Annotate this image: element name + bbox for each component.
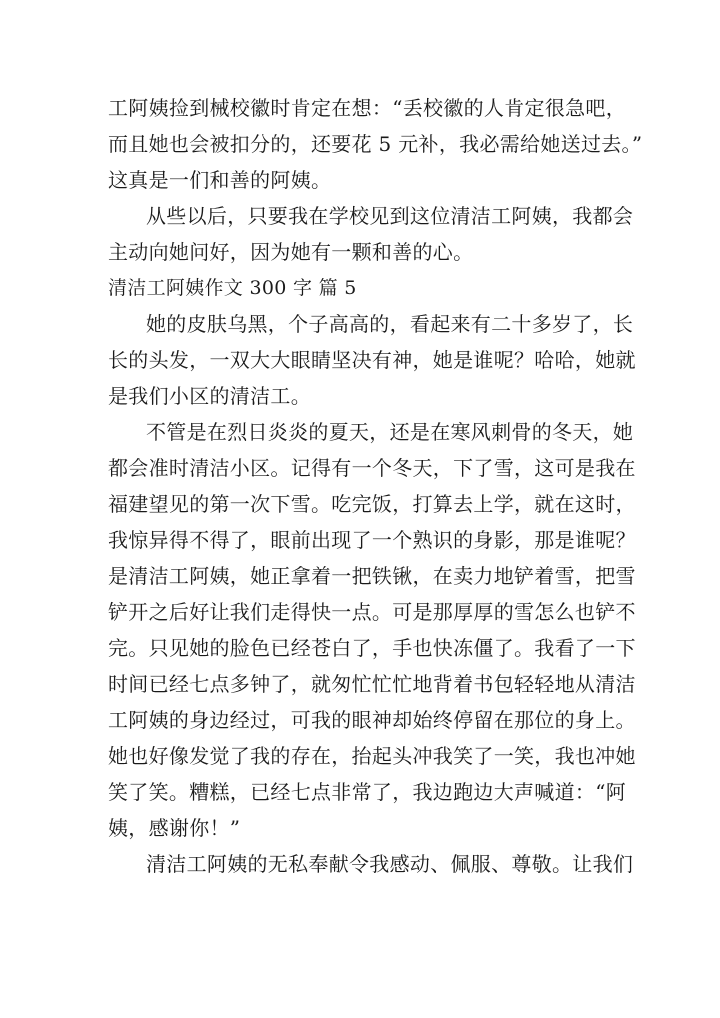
text-line: 长的头发，一双大大眼睛坚决有神，她是谁呢？哈哈，她就	[108, 348, 636, 372]
paragraph-first-line: 不管是在烈日炎炎的夏天，还是在寒风刺骨的冬天，她	[146, 420, 634, 444]
text-line: 完。只见她的脸色已经苍白了，手也快冻僵了。我看了一下	[108, 636, 636, 660]
text-line: 这真是一们和善的阿姨。	[108, 168, 332, 192]
paragraph-first-line: 清洁工阿姨的无私奉献令我感动、佩服、尊敬。让我们	[146, 852, 634, 876]
text-line: 铲开之后好让我们走得快一点。可是那厚厚的雪怎么也铲不	[108, 600, 636, 624]
text-line: 而且她也会被扣分的，还要花 5 元补，我必需给她送过去。”	[108, 132, 643, 156]
text-line: 是我们小区的清洁工。	[108, 384, 311, 408]
text-line: 工阿姨捡到械校徽时肯定在想：“丢校徽的人肯定很急吧，	[108, 96, 627, 120]
text-line: 我惊异得不得了，眼前出现了一个熟识的身影，那是谁呢？	[108, 528, 636, 552]
text-line: 都会准时清洁小区。记得有一个冬天，下了雪，这可是我在	[108, 456, 636, 480]
paragraph-first-line: 从些以后，只要我在学校见到这位清洁工阿姨，我都会	[146, 204, 634, 228]
text-line: 工阿姨的身边经过，可我的眼神却始终停留在那位的身上。	[108, 708, 636, 732]
section-heading: 清洁工阿姨作文 300 字 篇 5	[108, 277, 357, 299]
text-line: 主动向她问好，因为她有一颗和善的心。	[108, 240, 474, 264]
text-line: 笑了笑。糟糕，已经七点非常了，我边跑边大声喊道：“阿	[108, 780, 627, 804]
text-line: 她也好像发觉了我的存在，抬起头冲我笑了一笑，我也冲她	[108, 744, 636, 768]
document-page	[108, 90, 643, 882]
text-line: 福建望见的第一次下雪。吃完饭，打算去上学，就在这时，	[108, 492, 636, 516]
paragraph-first-line: 她的皮肤乌黑，个子高高的，看起来有二十多岁了，长	[146, 312, 634, 336]
text-line: 时间已经七点多钟了，就匆忙忙忙地背着书包轻轻地从清洁	[108, 672, 636, 696]
text-line: 是清洁工阿姨，她正拿着一把铁锹，在卖力地铲着雪，把雪	[108, 564, 636, 588]
text-line: 姨，感谢你！”	[108, 816, 241, 840]
